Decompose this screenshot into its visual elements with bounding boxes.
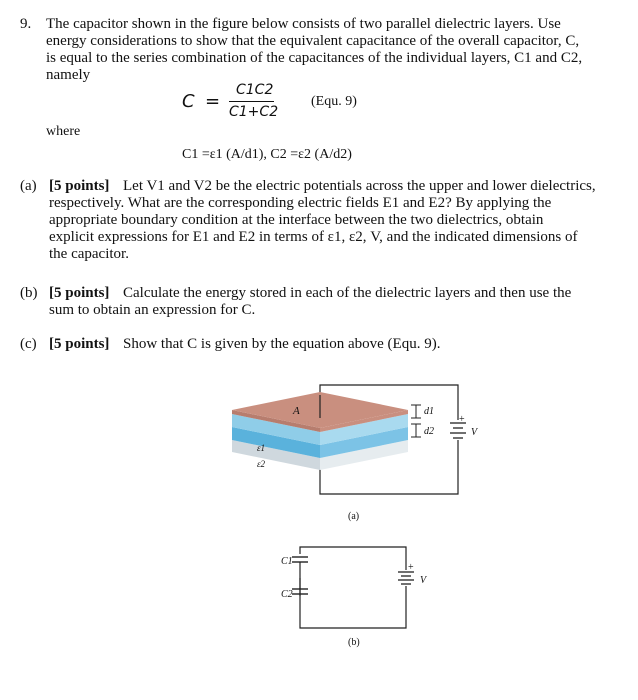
capacitance-definitions: C1 =ε1 (A/d1), C2 =ε2 (A/d2) [182,147,352,162]
capacitor-c1-symbol [292,557,308,562]
intro-line-2: energy considerations to show that the equivalent capacitance of the overall capacitor, C, [46,33,580,49]
part-c-label: (c) [20,336,37,352]
equation-equals: = [205,91,221,112]
part-b-points: [5 points] [49,285,110,301]
part-c-points: [5 points] [49,336,110,352]
intro-line-3: is equal to the series combination of the capacitances of the individual layers, C1 and C2, [46,50,583,66]
part-b-line-1: Calculate the energy stored in each of the dielectric layers and then use the [123,285,572,301]
c1-label: C1 [281,556,293,567]
part-a-line-2: respectively. What are the corresponding electric fields E1 and E2? By applying the [49,195,552,211]
equation-numerator: C1C2 [236,82,274,98]
battery-plus-b: + [408,562,414,573]
part-a-line-4: explicit expressions for E1 and E2 in terms of ε1, ε2, V, and the indicated dimensions of [49,229,578,245]
equation-lhs: C [182,91,195,112]
caption-a: (a) [348,511,360,522]
intro-line-4: namely [46,67,91,83]
voltage-label-a: V [471,427,478,438]
part-b-line-2: sum to obtain an expression for C. [49,302,256,318]
c2-label: C2 [281,589,293,600]
caption-b: (b) [348,637,360,648]
equation-denominator: C1+C2 [229,104,279,120]
part-a-line-3: appropriate boundary condition at the interface between the two dielectrics, obtain [49,212,544,228]
part-a-line-1: Let V1 and V2 be the electric potentials across the upper and lower dielectrics, [123,178,596,194]
part-c-line-1: Show that C is given by the equation above (Equ. 9). [123,336,441,352]
d2-label: d2 [424,426,434,437]
equation-tag: (Equ. 9) [311,94,357,109]
problem-number: 9. [20,16,32,32]
voltage-label-b: V [420,575,427,586]
eps1-label: ε1 [257,443,266,453]
part-a-label: (a) [20,178,37,194]
intro-line-1: The capacitor shown in the figure below consists of two parallel dielectric layers. Use [46,16,561,32]
area-label: A [293,405,300,417]
d1-label: d1 [424,406,434,417]
part-a-points: [5 points] [49,178,110,194]
circuit-wire-b [300,547,406,628]
eps2-label: ε2 [257,459,266,469]
where-label: where [46,124,81,139]
part-a-line-5: the capacitor. [49,246,129,262]
battery-plus-a: + [459,414,465,425]
part-b-label: (b) [20,285,38,301]
